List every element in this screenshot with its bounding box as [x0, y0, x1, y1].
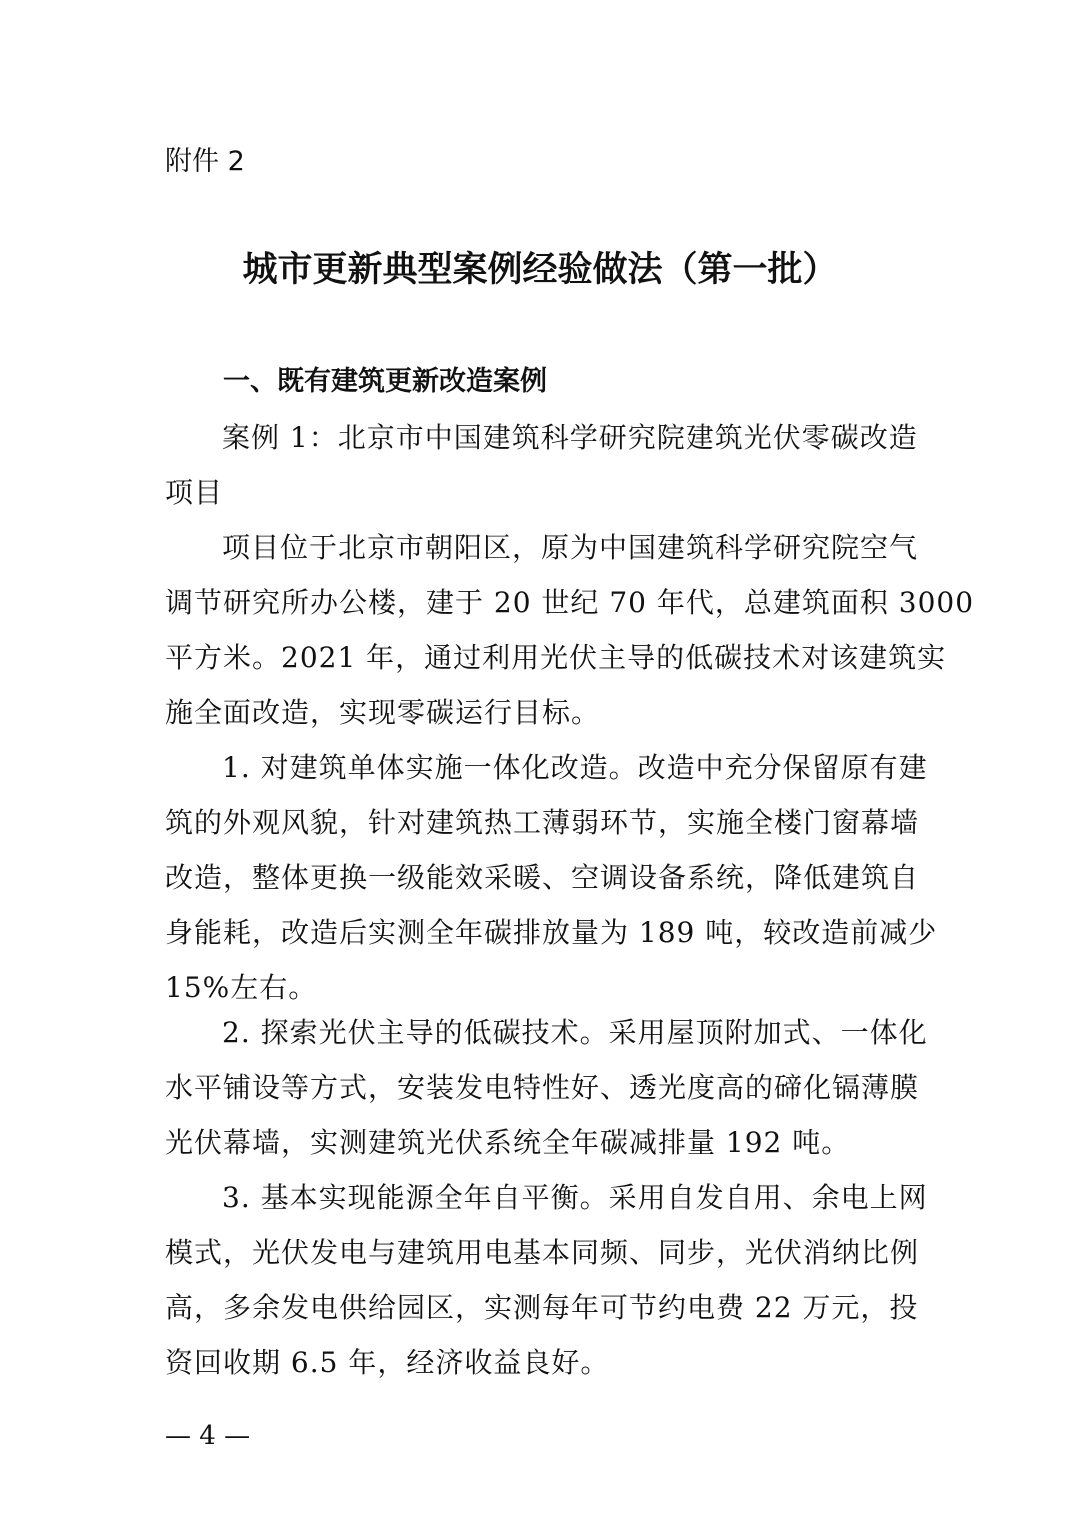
paragraph-photovoltaic-technology: [165, 1005, 928, 1170]
paragraph-line: 15%左右。: [165, 971, 318, 1004]
attachment-label: 附件 2: [165, 146, 245, 177]
paragraph-line: 筑的外观风貌，针对建筑热工薄弱环节，实施全楼门窗幕墙: [165, 806, 920, 839]
section-heading: 一、既有建筑更新改造案例: [223, 366, 547, 397]
paragraph-line: 项目位于北京市朝阳区，原为中国建筑科学研究院空气: [222, 531, 919, 564]
paragraph-project-overview: [165, 520, 975, 740]
document-title: 城市更新典型案例经验做法（第一批）: [242, 250, 838, 290]
paragraph-line: 资回收期 6.5 年，经济收益良好。: [165, 1346, 610, 1379]
paragraph-line: 施全面改造，实现零碳运行目标。: [165, 696, 601, 729]
paragraph-line: 改造，整体更换一级能效采暖、空调设备系统，降低建筑自: [165, 861, 920, 894]
paragraph-line: 身能耗，改造后实测全年碳排放量为 189 吨，较改造前减少: [165, 916, 938, 949]
paragraph-integrated-retrofit: [165, 740, 938, 1015]
paragraph-energy-balance: [165, 1170, 928, 1390]
case-title-line: 项目: [165, 476, 224, 509]
paragraph-line: 水平铺设等方式，安装发电特性好、透光度高的碲化镉薄膜: [165, 1071, 920, 1104]
paragraph-line: 光伏幕墙，实测建筑光伏系统全年碳减排量 192 吨。: [165, 1126, 851, 1159]
paragraph-line: 平方米。2021 年，通过利用光伏主导的低碳技术对该建筑实: [165, 641, 947, 674]
paragraph-line: 1. 对建筑单体实施一体化改造。改造中充分保留原有建: [222, 751, 928, 784]
paragraph-line: 调节研究所办公楼，建于 20 世纪 70 年代，总建筑面积 3000: [165, 586, 975, 619]
page-number: — 4 —: [165, 1421, 251, 1451]
paragraph-line: 模式，光伏发电与建筑用电基本同频、同步，光伏消纳比例: [165, 1236, 920, 1269]
paragraph-line: 2. 探索光伏主导的低碳技术。采用屋顶附加式、一体化: [222, 1016, 928, 1049]
case-title-line: 案例 1：北京市中国建筑科学研究院建筑光伏零碳改造: [222, 421, 918, 454]
case-title: [165, 410, 918, 520]
paragraph-line: 高，多余发电供给园区，实测每年可节约电费 22 万元，投: [165, 1291, 919, 1324]
paragraph-line: 3. 基本实现能源全年自平衡。采用自发自用、余电上网: [222, 1181, 928, 1214]
